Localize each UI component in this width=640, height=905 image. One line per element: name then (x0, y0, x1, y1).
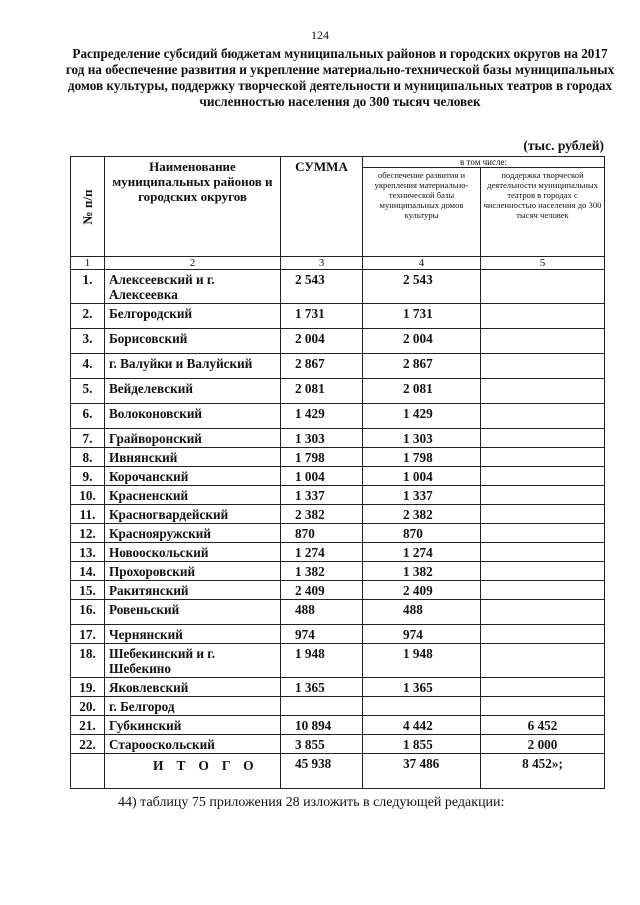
page-number: 124 (311, 28, 329, 42)
row-name: Прохоровский (105, 562, 281, 581)
total-label: ИТОГО (105, 754, 281, 789)
total-num-cell (71, 754, 105, 789)
row-col4: 1 004 (363, 467, 481, 486)
row-col5 (481, 354, 605, 379)
table-row (71, 467, 605, 486)
row-col5: 2 000 (481, 735, 605, 754)
row-col4: 2 004 (363, 329, 481, 354)
row-sum: 2 004 (281, 329, 363, 354)
row-number: 10. (71, 486, 105, 505)
table-row (71, 270, 605, 304)
row-sum (281, 697, 363, 716)
table-row (71, 600, 605, 625)
subsidy-table (70, 156, 605, 789)
row-sum: 2 409 (281, 581, 363, 600)
row-number: 22. (71, 735, 105, 754)
row-number: 5. (71, 379, 105, 404)
row-name: Шебекинский и г. Шебекино (105, 644, 281, 678)
table-row (71, 524, 605, 543)
row-sum: 1 274 (281, 543, 363, 562)
row-name: Грайворонский (105, 429, 281, 448)
row-col5 (481, 486, 605, 505)
row-col4: 1 948 (363, 644, 481, 678)
table-row (71, 625, 605, 644)
column-numbers-row (71, 257, 605, 270)
row-sum: 2 543 (281, 270, 363, 304)
table-row (71, 581, 605, 600)
table-row (71, 304, 605, 329)
col-number: 3 (281, 257, 363, 270)
row-number: 3. (71, 329, 105, 354)
row-col4: 1 365 (363, 678, 481, 697)
row-name: Красненский (105, 486, 281, 505)
col-number: 2 (105, 257, 281, 270)
row-name: Старооскольский (105, 735, 281, 754)
row-col5 (481, 543, 605, 562)
table-row (71, 716, 605, 735)
header-num: № п/п (71, 157, 105, 257)
row-number: 7. (71, 429, 105, 448)
table-row (71, 678, 605, 697)
row-number: 1. (71, 270, 105, 304)
row-number: 9. (71, 467, 105, 486)
row-col5 (481, 379, 605, 404)
row-name: Волоконовский (105, 404, 281, 429)
row-col5 (481, 644, 605, 678)
row-col4: 974 (363, 625, 481, 644)
row-col4: 1 798 (363, 448, 481, 467)
col-number: 5 (481, 257, 605, 270)
row-col4: 1 731 (363, 304, 481, 329)
row-col5 (481, 270, 605, 304)
header-col5: поддержка творческой деятельности муниципальных театров в городах с численностью населения до 300 тысяч человек (481, 168, 605, 257)
row-number: 11. (71, 505, 105, 524)
row-name: Ивнянский (105, 448, 281, 467)
row-number: 19. (71, 678, 105, 697)
row-col5 (481, 697, 605, 716)
row-col4: 870 (363, 524, 481, 543)
row-number: 15. (71, 581, 105, 600)
row-col5: 6 452 (481, 716, 605, 735)
row-sum: 1 948 (281, 644, 363, 678)
row-col4: 1 855 (363, 735, 481, 754)
table-row (71, 505, 605, 524)
table-row (71, 543, 605, 562)
table-row (71, 448, 605, 467)
total-sum: 45 938 (281, 754, 363, 789)
row-name: Краснояружский (105, 524, 281, 543)
row-name: Яковлевский (105, 678, 281, 697)
total-col4: 37 486 (363, 754, 481, 789)
row-sum: 2 382 (281, 505, 363, 524)
table-row (71, 697, 605, 716)
row-name: Чернянский (105, 625, 281, 644)
row-sum: 2 081 (281, 379, 363, 404)
row-col4: 1 429 (363, 404, 481, 429)
row-number: 4. (71, 354, 105, 379)
row-sum: 488 (281, 600, 363, 625)
col-number: 4 (363, 257, 481, 270)
row-col5 (481, 600, 605, 625)
units-label: (тыс. рублей) (523, 138, 604, 153)
row-col4: 1 337 (363, 486, 481, 505)
row-name: Ракитянский (105, 581, 281, 600)
row-col5 (481, 581, 605, 600)
row-name: Белгородский (105, 304, 281, 329)
row-number: 20. (71, 697, 105, 716)
row-col5 (481, 524, 605, 543)
row-col4: 2 081 (363, 379, 481, 404)
row-col4: 1 382 (363, 562, 481, 581)
row-sum: 10 894 (281, 716, 363, 735)
total-col5: 8 452»; (481, 754, 605, 789)
row-number: 16. (71, 600, 105, 625)
row-name: г. Валуйки и Валуйский (105, 354, 281, 379)
row-col4: 2 409 (363, 581, 481, 600)
row-name: Корочанский (105, 467, 281, 486)
table-row (71, 329, 605, 354)
row-number: 8. (71, 448, 105, 467)
header-col4: обеспечение развития и укрепления материально-технической базы муниципальных домов культуры (363, 168, 481, 257)
row-col5 (481, 625, 605, 644)
row-col5 (481, 404, 605, 429)
row-name: Ровеньский (105, 600, 281, 625)
header-name: Наименование муниципальных районов и городских округов (105, 157, 281, 257)
row-col5 (481, 467, 605, 486)
row-col4: 4 442 (363, 716, 481, 735)
col-number: 1 (71, 257, 105, 270)
row-col4: 2 382 (363, 505, 481, 524)
table-row (71, 379, 605, 404)
row-sum: 1 004 (281, 467, 363, 486)
row-sum: 870 (281, 524, 363, 543)
row-name: Вейделевский (105, 379, 281, 404)
row-number: 17. (71, 625, 105, 644)
row-sum: 1 303 (281, 429, 363, 448)
table-row (71, 486, 605, 505)
row-col5 (481, 304, 605, 329)
row-number: 21. (71, 716, 105, 735)
footer-text: 44) таблицу 75 приложения 28 изложить в следующей редакции: (118, 795, 505, 810)
row-name: Новооскольский (105, 543, 281, 562)
row-number: 14. (71, 562, 105, 581)
row-sum: 1 798 (281, 448, 363, 467)
row-sum: 1 429 (281, 404, 363, 429)
row-name: Борисовский (105, 329, 281, 354)
document-title: Распределение субсидий бюджетам муниципальных районов и городских округов на 2017 год на обеспечение развития и укрепление материально-технической базы муниципальных домов культуры, поддержку творческой деятельности и муниципальных театров в городах численностью населения до 300 тысяч человек (65, 46, 615, 109)
row-col4: 1 274 (363, 543, 481, 562)
row-sum: 1 731 (281, 304, 363, 329)
row-number: 12. (71, 524, 105, 543)
row-number: 13. (71, 543, 105, 562)
row-col5 (481, 505, 605, 524)
row-number: 18. (71, 644, 105, 678)
row-sum: 2 867 (281, 354, 363, 379)
row-col5 (481, 329, 605, 354)
row-sum: 974 (281, 625, 363, 644)
table-row (71, 404, 605, 429)
row-col4: 2 543 (363, 270, 481, 304)
row-sum: 1 382 (281, 562, 363, 581)
header-including: в том числе: (363, 157, 605, 168)
row-sum: 3 855 (281, 735, 363, 754)
table-row (71, 644, 605, 678)
row-name: Губкинский (105, 716, 281, 735)
table-row (71, 354, 605, 379)
table-row (71, 562, 605, 581)
row-col5 (481, 429, 605, 448)
row-col5 (481, 562, 605, 581)
header-sum: СУММА (281, 157, 363, 257)
row-number: 2. (71, 304, 105, 329)
row-col5 (481, 448, 605, 467)
row-number: 6. (71, 404, 105, 429)
row-sum: 1 365 (281, 678, 363, 697)
row-col4: 2 867 (363, 354, 481, 379)
table-row (71, 735, 605, 754)
row-col5 (481, 678, 605, 697)
total-row (71, 754, 605, 789)
row-col4: 1 303 (363, 429, 481, 448)
row-sum: 1 337 (281, 486, 363, 505)
row-name: Красногвардейский (105, 505, 281, 524)
row-name: Алексеевский и г. Алексеевка (105, 270, 281, 304)
row-col4: 488 (363, 600, 481, 625)
row-col4 (363, 697, 481, 716)
row-name: г. Белгород (105, 697, 281, 716)
table-row (71, 429, 605, 448)
